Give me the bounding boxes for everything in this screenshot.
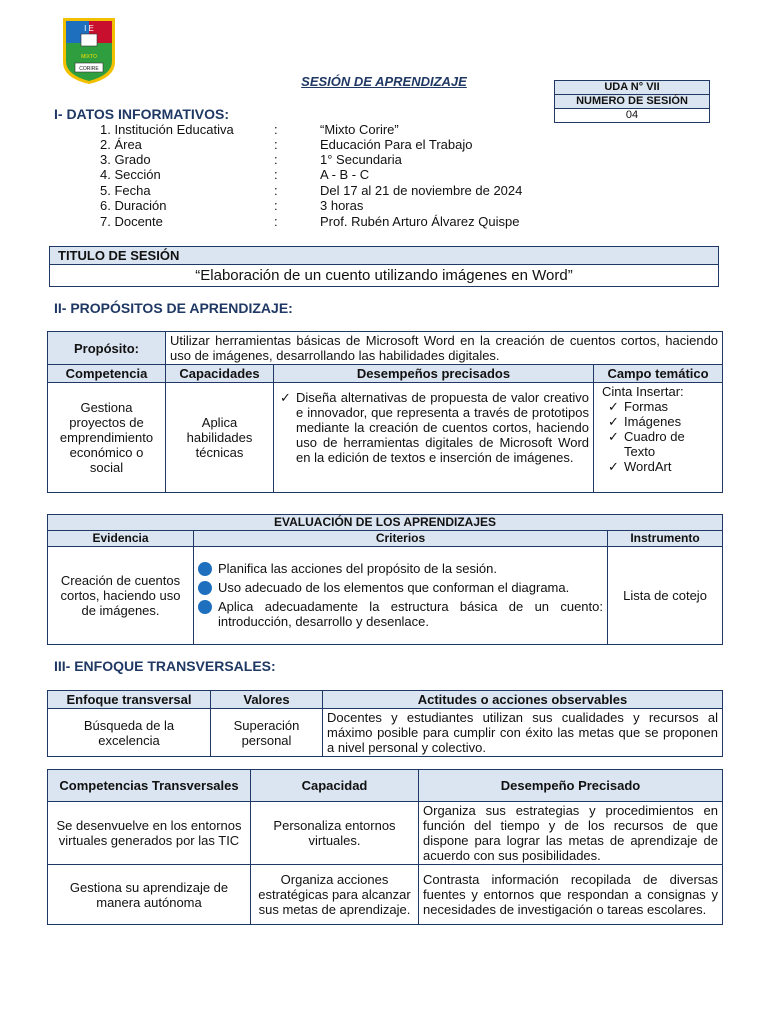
valor-cell: Superación personal xyxy=(211,709,323,757)
document-title: SESIÓN DE APRENDIZAJE xyxy=(301,74,467,89)
evaluacion-table xyxy=(47,514,723,645)
campo-item: ✓ Imágenes xyxy=(606,414,718,429)
enfoque-table xyxy=(47,690,723,757)
table-row: Gestiona su aprendizaje de manera autónoma Organiza acciones estratégicas para alcanzar sus metas de aprendizaje. Contrasta información recopilada de diversas fuentes y entornos que respondan a consignas y necesidades de investigación o tareas escolares. xyxy=(48,865,723,925)
header-desempeno-precisado: Desempeño Precisado xyxy=(419,770,723,802)
svg-text:I E: I E xyxy=(84,24,94,33)
table-row: Se desenvuelve en los entornos virtuales generados por las TIC Personaliza entornos virtuales. Organiza sus estrategias y procedimientos en función del tiempo y de los recursos de que dispone para lograr las metas de aprendizaje de acuerdo con sus posibilidades. xyxy=(48,802,723,865)
header-desempenos: Desempeños precisados xyxy=(274,365,594,383)
header-instrumento: Instrumento xyxy=(608,531,723,547)
header-capacidades: Capacidades xyxy=(166,365,274,383)
competencia-cell: Gestiona proyectos de emprendimiento económico o social xyxy=(48,383,166,493)
session-title-label: TITULO DE SESIÓN xyxy=(50,247,719,265)
session-number-value: 04 xyxy=(555,109,710,123)
bullet-dot-icon xyxy=(198,562,212,576)
capacidad-cell: Aplica habilidades técnicas xyxy=(166,383,274,493)
desempeno-item: ✓ Diseña alternativas de propuesta de valor creativo e innovador, que representa a través de prototipos mediante la creación de cuentos cortos, haciendo uso de herramientas digitales de Microsoft Word en la edición de textos e inserción de imágenes. xyxy=(278,390,589,465)
header-competencias-transversales: Competencias Transversales xyxy=(48,770,251,802)
desempeno-cell xyxy=(274,383,594,493)
campo-item: ✓ Cuadro de Texto xyxy=(606,429,718,459)
propositos-table xyxy=(47,331,723,493)
proposito-text: Utilizar herramientas básicas de Microsoft Word en la creación de cuentos cortos, haciendo uso de imágenes, desarrollando las habilidades digitales. xyxy=(166,332,723,365)
evidencia-cell: Creación de cuentos cortos, haciendo uso de imágenes. xyxy=(48,547,194,645)
header-enfoque: Enfoque transversal xyxy=(48,691,211,709)
session-title-box xyxy=(49,246,719,287)
header-criterios: Criterios xyxy=(194,531,608,547)
header-actitudes: Actitudes o acciones observables xyxy=(323,691,723,709)
section-datos-heading: I- DATOS INFORMATIVOS: xyxy=(54,106,229,122)
header-competencia: Competencia xyxy=(48,365,166,383)
campo-item: ✓ WordArt xyxy=(606,459,718,474)
instrumento-cell: Lista de cotejo xyxy=(608,547,723,645)
svg-text:MIXTO: MIXTO xyxy=(81,54,97,60)
criterio-item: Uso adecuado de los elementos que conforman el diagrama. xyxy=(198,580,603,595)
header-capacidad: Capacidad xyxy=(251,770,419,802)
session-title-value: “Elaboración de un cuento utilizando imágenes en Word” xyxy=(50,265,719,287)
session-number-label: NUMERO DE SESIÓN xyxy=(555,95,710,109)
actitudes-cell: Docentes y estudiantes utilizan sus cualidades y recursos al máximo posible para cumplir con éxito las metas que se proponen a nivel personal y colectivo. xyxy=(323,709,723,757)
uda-label: UDA N° VII xyxy=(555,81,710,95)
header-valores: Valores xyxy=(211,691,323,709)
evaluacion-title: EVALUACIÓN DE LOS APRENDIZAJES xyxy=(48,515,723,531)
bullet-dot-icon xyxy=(198,581,212,595)
svg-text:CORIRE: CORIRE xyxy=(79,66,99,72)
section-enfoque-heading: III- ENFOQUE TRANSVERSALES: xyxy=(54,658,276,674)
campo-tematico-cell xyxy=(594,383,723,493)
campo-intro: Cinta Insertar: xyxy=(602,384,684,399)
section-propositos-heading: II- PROPÓSITOS DE APRENDIZAJE: xyxy=(54,300,293,316)
header-evidencia: Evidencia xyxy=(48,531,194,547)
proposito-label: Propósito: xyxy=(48,332,166,365)
competencias-transversales-table xyxy=(47,769,723,925)
criterios-cell xyxy=(194,547,608,645)
uda-box xyxy=(554,80,710,123)
bullet-dot-icon xyxy=(198,600,212,614)
enfoque-cell: Búsqueda de la excelencia xyxy=(48,709,211,757)
criterio-item: Planifica las acciones del propósito de la sesión. xyxy=(198,561,603,576)
campo-item: ✓ Formas xyxy=(606,399,718,414)
header-campo-tematico: Campo temático xyxy=(594,365,723,383)
criterio-item: Aplica adecuadamente la estructura básica de un cuento: introducción, desarrollo y desenlace. xyxy=(198,599,603,629)
